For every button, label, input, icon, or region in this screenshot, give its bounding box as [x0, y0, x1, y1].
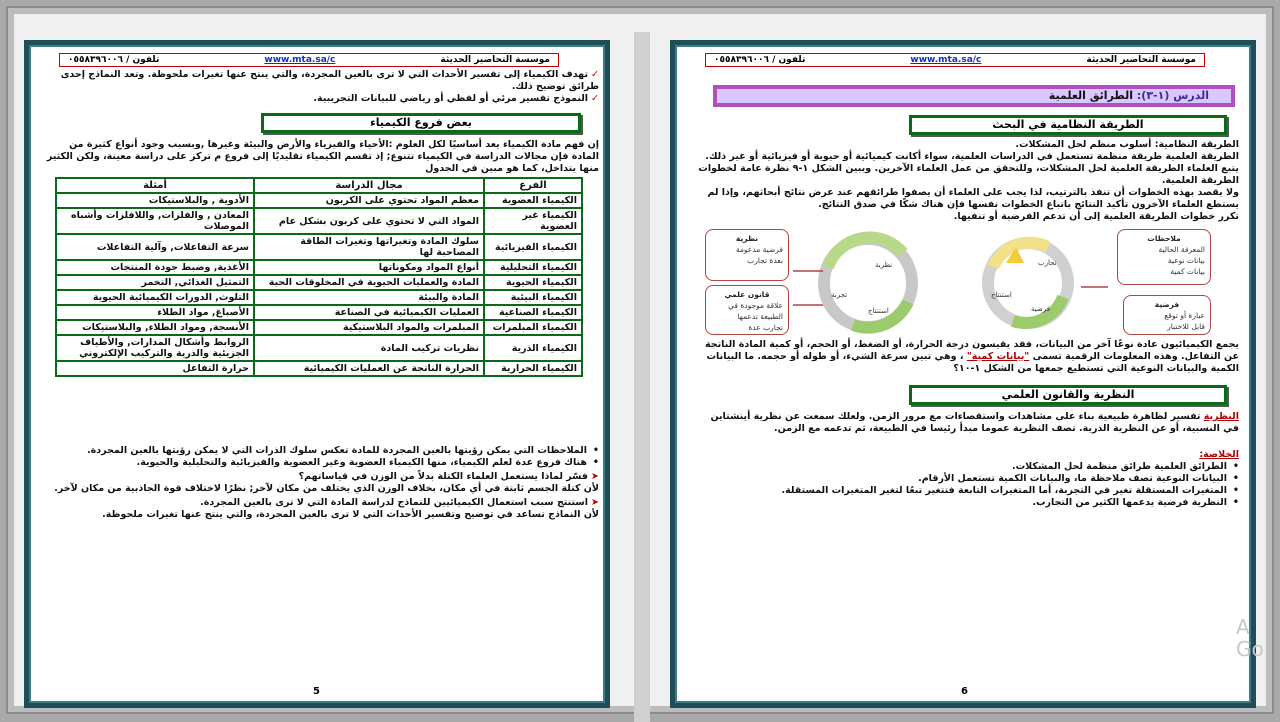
- header-phone: تلفون / ٠٥٥٨٣٩٦٠٠٦: [714, 55, 806, 65]
- intro-text: [43, 69, 599, 105]
- method-paragraph: الطريقة العلمية طريقة منظمة تستعمل في الدراسات العلمية، سواء أكانت كيميائية أو حيوية أو فيزيائية أو غير ذلك. يتبع العلماء الطريقة العلمية لحل المشكلات، وللتحقق من عمل العلماء الآخرين. ويبين الشكل ١-٩ نظرة عامة لخطوات الطريقة العلمية.: [698, 151, 1239, 186]
- intro-item: ✓تهدف الكيمياء إلى تفسير الأحداث التي لا ترى بالعين المجردة، والتي ينتج عنها تغيرات ملحوظة. وتعد النماذج إحدى طرائق توضيح ذلك.: [60, 69, 599, 92]
- section-title-method: الطريقة النظامية في البحث: [909, 115, 1227, 135]
- theory-box: نظرية فرضية مدعومة بعدة تجارب: [705, 229, 789, 281]
- cell-branch: الكيمياء الذرية: [484, 335, 582, 361]
- table-row: [56, 361, 582, 376]
- table-row: [56, 275, 582, 290]
- theory-term: النظرية: [1203, 411, 1239, 422]
- cell-field: الحرارة الناتجة عن العمليات الكيميائية: [254, 361, 484, 376]
- cell-examples: التمثيل الغذائي, التخمر: [56, 275, 254, 290]
- quantitative-paragraph: يجمع الكيميائيون عادة نوعًا آخر من البيانات، فقد يقيسون درجة الحرارة، أو الضغط، أو الحجم، أو كمية المادة الناتجة عن التفاعل. وهذه المعلومات الرقمية تسمى "بيانات كمية" ، وهي تبين سرعة الشيء، أو طوله أو حجمه. ما البيانات الكمية والبيانات النوعية التي تستطيع جمعها من الشكل ١-١٠؟: [705, 339, 1239, 374]
- summary: [697, 449, 1239, 509]
- section-title-branches: بعض فروع الكيمياء: [261, 113, 581, 133]
- cell-field: معظم المواد تحتوي على الكربون: [254, 193, 484, 208]
- table-row: [56, 290, 582, 305]
- cell-field: المواد التي لا تحتوي على كربون بشكل عام: [254, 208, 484, 234]
- list-item: • البيانات النوعية تصف ملاحظة ما، والبيانات الكمية تستعمل الأرقام.: [697, 473, 1239, 485]
- cell-examples: الأصباغ, مواد الطلاء: [56, 305, 254, 320]
- cell-examples: الأدوية , والبلاستيكات: [56, 193, 254, 208]
- left-bullets: [43, 445, 599, 521]
- page-number: 5: [313, 686, 320, 697]
- observations-box: ملاحظات المعرفة الحالية بيانات نوعية بيانات كمية: [1117, 229, 1211, 285]
- right-cycle: [988, 243, 1068, 323]
- cell-field: المبلمرات والمواد البلاستيكية: [254, 320, 484, 335]
- page-header: [705, 53, 1205, 67]
- intro-item: ✓النموذج تفسير مرئي أو لفظي أو رياضي للبيانات التجريبية.: [313, 93, 599, 104]
- list-item: • الملاحظات التي يمكن رؤيتها بالعين المجردة للمادة تعكس سلوك الذرات التي لا يمكن رؤيتها بالعين المجردة.: [43, 445, 599, 457]
- scientific-method-diagram: [703, 227, 1213, 335]
- cell-branch: الكيمياء الحرارية: [484, 361, 582, 376]
- cell-field: المادة والعمليات الحيوية في المخلوقات الحية: [254, 275, 484, 290]
- header-phone: تلفون / ٠٥٥٨٣٩٦٠٠٦: [68, 55, 160, 65]
- cell-field: سلوك المادة وتغيراتها وتغيرات الطاقة المصاحبة لها: [254, 234, 484, 260]
- header-url[interactable]: www.mta.sa/c: [264, 55, 336, 65]
- table-row: [56, 234, 582, 260]
- document-spread: [14, 14, 1266, 706]
- theory-paragraph: النظرية تفسير لظاهرة طبيعية بناء على مشاهدات واستقصاءات مع مرور الزمن. ولعلك سمعت عن نظرية أينشتاين في النسبية، أو عن النظرية الذرية. تصف النظرية عموما مبدأ رئيسا في الطبيعة، ثم تدعمه مع الزمن.: [710, 411, 1239, 434]
- quantitative-term: "بيانات كمية": [966, 351, 1030, 362]
- method-definition: الطريقة النظامية: أسلوب منظم لحل المشكلات.: [1015, 139, 1239, 150]
- lesson-title: الطرائق العلمية: [1048, 89, 1134, 102]
- method-paragraph-2: ولا يقصد بهذه الخطوات أن تنفذ بالترتيب، لذا يجب على العلماء أن يصفوا طرائقهم عند عرض نتائج أبحاثهم، وإذا لم يستطع العلماء الآخرون تأكيد النتائج باتباع الخطوات نفسها فإن هناك شكًا في صدق النتائج.: [707, 187, 1239, 210]
- list-item: • هناك فروع عدة لعلم الكيمياء، منها الكيمياء العضوية وغير العضوية والفيزيائية والتحليلية والحيوية.: [43, 457, 599, 469]
- list-item: • الطرائق العلمية طرائق منظمة لحل المشكلات.: [697, 461, 1239, 473]
- cell-branch: الكيمياء غير العضوية: [484, 208, 582, 234]
- section-title-theory: النظرية والقانون العلمي: [909, 385, 1227, 405]
- cell-branch: الكيمياء المبلمرات: [484, 320, 582, 335]
- table-row: [56, 320, 582, 335]
- cell-field: المادة والبيئة: [254, 290, 484, 305]
- arrow-icon: ➤: [591, 471, 599, 482]
- right-cycle-label-3: فرضية: [1031, 305, 1051, 313]
- cell-branch: الكيمياء العضوية: [484, 193, 582, 208]
- left-cycle-label-1: نظرية: [875, 261, 893, 269]
- cell-field: العمليات الكيميائية في الصناعة: [254, 305, 484, 320]
- cell-examples: الأنسجة, ومواد الطلاء, والبلاستيكات: [56, 320, 254, 335]
- list-item: • المتغيرات المستقلة تغير في التجربة، أما المتغيرات التابعة فتتغير تبعًا لتغير المتغيرات المستقلة.: [697, 485, 1239, 497]
- cell-branch: الكيمياء البيئية: [484, 290, 582, 305]
- table-row: [56, 208, 582, 234]
- page-5: [24, 40, 610, 708]
- lesson-number: (١-٣):: [1136, 89, 1170, 102]
- cell-branch: الكيمياء التحليلية: [484, 260, 582, 275]
- cell-examples: الروابط وأشكال المدارات, والأطياف الجزيئية والذرية والتركيب الإلكتروني: [56, 335, 254, 361]
- header-org: موسسة التحاضير الحديثة: [1086, 55, 1196, 65]
- cell-branch: الكيمياء الحيوية: [484, 275, 582, 290]
- cell-examples: الأغذية, وضبط جودة المنتجات: [56, 260, 254, 275]
- arrow-icon: ➤: [591, 497, 599, 508]
- right-cycle-label-2: استنتاج: [991, 291, 1012, 299]
- cell-branch: الكيمياء الصناعية: [484, 305, 582, 320]
- branches-table: [55, 177, 583, 377]
- answer-1: لأن كتلة الجسم ثابتة في أي مكان، بخلاف الوزن الذي يختلف من مكان لآخر; نظرًا لاختلاف قوة الجاذبية من مكان لآخر.: [54, 483, 599, 494]
- left-cycle-label-2: تجربة: [831, 291, 848, 299]
- check-icon: ✓: [591, 69, 599, 80]
- activate-watermark: A Go: [1236, 615, 1264, 661]
- col-examples: أمثلة: [56, 178, 254, 193]
- page-6: [670, 40, 1256, 708]
- lesson-label: الدرس: [1173, 89, 1209, 102]
- summary-title: الخلاصة:: [1199, 449, 1239, 460]
- question-1: ➤فسّر لماذا يستعمل العلماء الكتلة بدلاً من الوزن في قياساتهم؟: [298, 471, 599, 482]
- question-2: ➤استنتج سبب استعمال الكيميائيين للنماذج لدراسة المادة التي لا ترى بالعين المجردة.: [200, 497, 599, 508]
- page-header: [59, 53, 559, 67]
- answer-2: لأن النماذج تساعد في توضيح وتفسير الأحداث التي لا ترى بالعين المجردة، والتي ينتج عنها تغيرات ملحوظة.: [102, 509, 599, 520]
- col-branch: الفرع: [484, 178, 582, 193]
- header-org: موسسة التحاضير الحديثة: [440, 55, 550, 65]
- cell-field: أنواع المواد ومكوناتها: [254, 260, 484, 275]
- cell-field: نظريات تركيب المادة: [254, 335, 484, 361]
- cell-examples: التلوث, الدورات الكيميائية الحيوية: [56, 290, 254, 305]
- check-icon: ✓: [591, 93, 599, 104]
- law-box: قانون علمي علاقة موجودة في الطبيعة تدعمها تجارب عدة: [705, 285, 789, 335]
- header-url[interactable]: www.mta.sa/c: [910, 55, 982, 65]
- page-number: 6: [961, 686, 968, 697]
- method-text: [697, 139, 1239, 223]
- page-gutter: [634, 32, 650, 722]
- left-cycle-label-3: استنتاج: [868, 307, 889, 315]
- list-item: • النظرية فرضية يدعمها الكثير من التجارب.: [697, 497, 1239, 509]
- lesson-banner: [713, 85, 1235, 107]
- cell-examples: المعادن , والفلزات, واللافلزات وأشباه الموصلات: [56, 208, 254, 234]
- right-cycle-label-1: تجارب: [1038, 259, 1057, 267]
- col-field: مجال الدراسة: [254, 178, 484, 193]
- hypothesis-box: فرضية عبارة أو توقع قابل للاختبار: [1123, 295, 1211, 335]
- cell-examples: حرارة التفاعل: [56, 361, 254, 376]
- table-row: [56, 260, 582, 275]
- table-row: [56, 335, 582, 361]
- table-row: [56, 193, 582, 208]
- method-paragraph-3: تكرر خطوات الطريقة العلمية إلى أن تدعم الفرضية أو تنفيها.: [953, 211, 1239, 222]
- table-row: [56, 305, 582, 320]
- table-header-row: [56, 178, 582, 193]
- section-text: إن فهم مادة الكيمياء يعد أساسيًا لكل العلوم :الأحياء والفيزياء والأرض والبيئة وغيرها ,وبسبب وجود أنواع كثيرة من المادة فإن مجالات الدراسة في الكيمياء تتنوع; إذ تقسم الكيمياء تقليديًا إلى فروع م تركز على دراسة معينة، ولكن الكثير منها يتداخل، كما هو مبين في الجدول: [46, 139, 599, 174]
- cell-branch: الكيمياء الفيزيائية: [484, 234, 582, 260]
- cell-examples: سرعة التفاعلات, وآلية التفاعلات: [56, 234, 254, 260]
